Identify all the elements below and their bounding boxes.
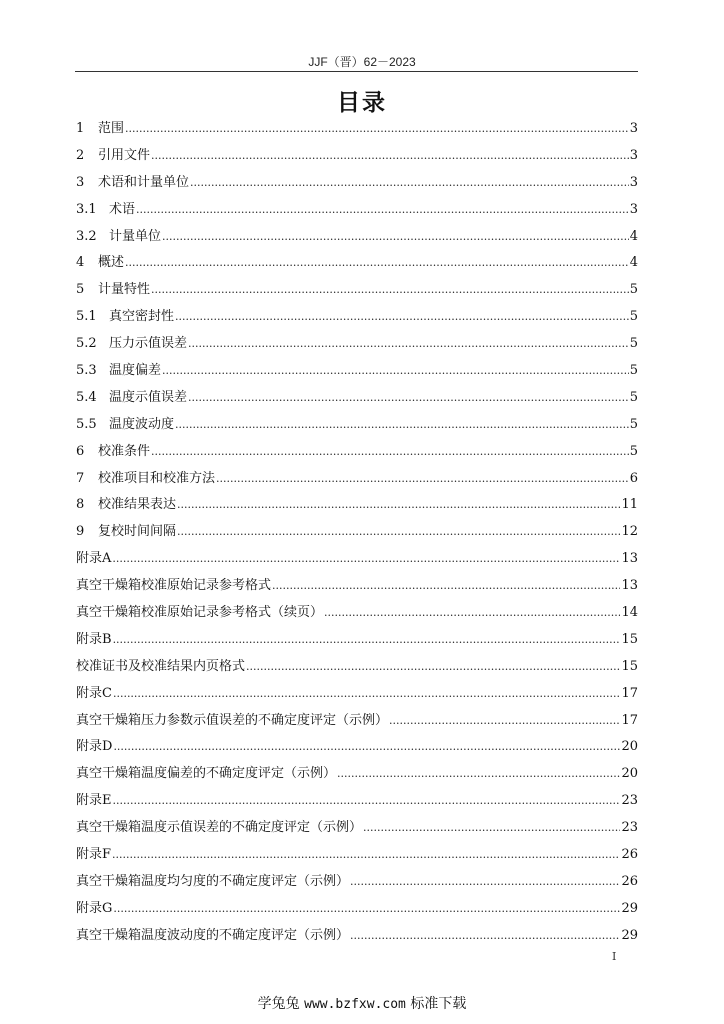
toc-entry-label: 校准证书及校准结果内页格式 xyxy=(76,658,246,674)
toc-entry-page: 15 xyxy=(621,631,638,647)
toc-entry-label: 范围 xyxy=(98,121,125,136)
toc-entry-page: 5 xyxy=(629,443,638,459)
toc-leader-dots xyxy=(151,143,629,170)
toc-entry[interactable] xyxy=(76,304,638,331)
footer xyxy=(0,993,724,1013)
toc-leader-dots xyxy=(324,600,620,627)
toc-entry-page: 5 xyxy=(629,282,638,298)
toc-entry-page: 5 xyxy=(629,336,638,352)
toc-entry[interactable] xyxy=(76,116,638,143)
toc-leader-dots xyxy=(272,573,620,600)
toc-entry-label: 附录B xyxy=(76,631,112,647)
toc-entry-number: 3.2 xyxy=(76,228,97,244)
toc-entry-label: 真空密封性 xyxy=(109,309,175,325)
toc-entry-page: 29 xyxy=(621,900,638,916)
toc-entry-number: 6 xyxy=(76,443,85,459)
document-code-header: JJF（晋）62－2023 xyxy=(308,55,416,69)
toc-entry[interactable] xyxy=(76,708,638,735)
toc-entry-page: 11 xyxy=(621,497,638,513)
toc-leader-dots xyxy=(350,923,620,950)
toc-leader-dots xyxy=(112,546,620,573)
toc-entry-number: 9 xyxy=(76,524,85,540)
toc-entry[interactable] xyxy=(76,358,638,385)
toc-leader-dots xyxy=(162,358,629,385)
toc-entry-page: 4 xyxy=(629,228,638,244)
toc-entry-number: 8 xyxy=(76,497,85,513)
toc-entry-label: 真空干燥箱校准原始记录参考格式 xyxy=(76,578,272,594)
footer-tagline: 标准下载 xyxy=(410,996,467,1012)
toc-entry-number: 4 xyxy=(76,255,85,271)
toc-entry[interactable] xyxy=(76,600,638,627)
toc-entry-label: 真空干燥箱温度偏差的不确定度评定（示例） xyxy=(76,766,337,782)
toc-entry-number: 5.4 xyxy=(76,389,97,405)
toc-entry-label: 校准项目和校准方法 xyxy=(98,470,216,486)
toc-entry-page: 26 xyxy=(621,873,638,889)
toc-entry[interactable] xyxy=(76,170,638,197)
toc-entry-page: 12 xyxy=(621,524,638,540)
toc-entry[interactable] xyxy=(76,466,638,493)
toc-entry[interactable] xyxy=(76,492,638,519)
toc-entry-page: 23 xyxy=(621,820,638,836)
toc-entry-page: 3 xyxy=(629,174,638,190)
toc-leader-dots xyxy=(246,654,620,681)
toc-entry-label: 校准结果表达 xyxy=(98,497,177,513)
toc-leader-dots xyxy=(188,331,629,358)
toc-entry-number: 3.1 xyxy=(76,201,97,217)
toc-entry-label: 计量单位 xyxy=(109,228,162,244)
toc-entry[interactable] xyxy=(76,842,638,869)
toc-entry[interactable] xyxy=(76,896,638,923)
toc-entry[interactable] xyxy=(76,681,638,708)
toc-entry-number: 5.3 xyxy=(76,363,97,379)
toc-entry-label: 附录G xyxy=(76,900,113,916)
toc-entry[interactable] xyxy=(76,277,638,304)
toc-entry-label: 附录A xyxy=(76,551,112,567)
page-title: 目录 xyxy=(337,90,387,116)
toc-entry-label: 校准条件 xyxy=(98,443,151,459)
toc-leader-dots xyxy=(337,761,620,788)
toc-entry-label: 复校时间间隔 xyxy=(98,524,177,540)
toc-entry[interactable] xyxy=(76,761,638,788)
toc-entry-page: 5 xyxy=(629,416,638,432)
toc-entry-page: 3 xyxy=(629,147,638,163)
toc-entry-number: 5.1 xyxy=(76,309,97,325)
toc-leader-dots xyxy=(177,492,620,519)
toc-leader-dots xyxy=(162,224,629,251)
toc-entry-page: 14 xyxy=(621,605,638,621)
toc-entry-page: 13 xyxy=(621,551,638,567)
toc-leader-dots xyxy=(389,708,620,735)
toc-entry-label: 术语和计量单位 xyxy=(98,174,190,190)
toc-entry-label: 温度偏差 xyxy=(109,363,162,379)
toc-entry[interactable] xyxy=(76,788,638,815)
toc-entry-number: 7 xyxy=(76,470,85,486)
toc-entry[interactable] xyxy=(76,331,638,358)
toc-entry[interactable] xyxy=(76,250,638,277)
toc-leader-dots xyxy=(188,385,629,412)
toc-entry-label: 真空干燥箱压力参数示值误差的不确定度评定（示例） xyxy=(76,712,389,728)
toc-leader-dots xyxy=(113,788,621,815)
toc-entry-label: 附录E xyxy=(76,793,112,809)
toc-entry[interactable] xyxy=(76,197,638,224)
toc-entry-number: 5.2 xyxy=(76,336,97,352)
toc-entry-label: 温度示值误差 xyxy=(109,389,188,405)
toc-leader-dots xyxy=(112,842,620,869)
toc-entry-label: 温度波动度 xyxy=(109,416,175,432)
toc-leader-dots xyxy=(113,734,620,761)
toc-entry-label: 真空干燥箱温度示值误差的不确定度评定（示例） xyxy=(76,820,363,836)
toc-entry[interactable] xyxy=(76,573,638,600)
toc-leader-dots xyxy=(125,116,629,143)
toc-entry-page: 20 xyxy=(621,739,638,755)
toc-entry-number: 2 xyxy=(76,147,85,163)
toc-entry-label: 计量特性 xyxy=(98,282,151,298)
toc-leader-dots xyxy=(175,304,629,331)
toc-entry-page: 6 xyxy=(629,470,638,486)
header-rule xyxy=(75,71,638,72)
toc-entry-page: 17 xyxy=(621,685,638,701)
toc-entry-label: 术语 xyxy=(109,201,136,217)
toc-entry[interactable] xyxy=(76,923,638,950)
toc-entry-page: 5 xyxy=(629,389,638,405)
toc-entry-label: 附录F xyxy=(76,847,112,863)
toc-entry-label: 真空干燥箱校准原始记录参考格式（续页） xyxy=(76,605,324,621)
toc-leader-dots xyxy=(175,412,629,439)
toc-leader-dots xyxy=(216,466,629,493)
toc-entry[interactable] xyxy=(76,654,638,681)
toc-entry-page: 29 xyxy=(621,927,638,943)
toc-entry-label: 引用文件 xyxy=(98,147,151,163)
toc-leader-dots xyxy=(125,250,629,277)
toc-leader-dots xyxy=(190,170,629,197)
toc-leader-dots xyxy=(113,627,621,654)
toc-entry-page: 15 xyxy=(621,658,638,674)
toc-entry-label: 压力示值误差 xyxy=(109,336,188,352)
toc-entry-label: 概述 xyxy=(98,255,125,271)
toc-entry[interactable] xyxy=(76,439,638,466)
table-of-contents xyxy=(76,116,638,950)
toc-leader-dots xyxy=(113,896,620,923)
toc-entry[interactable] xyxy=(76,224,638,251)
toc-leader-dots xyxy=(151,439,629,466)
footer-url[interactable]: www.bzfxw.com xyxy=(304,997,406,1012)
toc-entry-page: 5 xyxy=(629,309,638,325)
toc-entry-page: 20 xyxy=(621,766,638,782)
toc-entry-page: 3 xyxy=(629,121,638,136)
toc-entry-number: 5 xyxy=(76,282,85,298)
toc-entry-number: 5.5 xyxy=(76,416,97,432)
toc-leader-dots xyxy=(363,815,620,842)
toc-entry-label: 真空干燥箱温度波动度的不确定度评定（示例） xyxy=(76,927,350,943)
toc-entry-number: 3 xyxy=(76,174,85,190)
toc-entry-page: 5 xyxy=(629,363,638,379)
toc-entry-label: 附录C xyxy=(76,685,112,701)
toc-entry[interactable] xyxy=(76,734,638,761)
page-number: I xyxy=(612,950,617,963)
toc-entry[interactable] xyxy=(76,385,638,412)
toc-entry-label: 真空干燥箱温度均匀度的不确定度评定（示例） xyxy=(76,873,350,889)
toc-entry[interactable] xyxy=(76,627,638,654)
toc-entry-label: 附录D xyxy=(76,739,113,755)
toc-entry[interactable] xyxy=(76,143,638,170)
toc-entry-page: 3 xyxy=(629,201,638,217)
toc-leader-dots xyxy=(151,277,629,304)
toc-entry-page: 26 xyxy=(621,847,638,863)
toc-entry[interactable] xyxy=(76,869,638,896)
toc-entry[interactable] xyxy=(76,546,638,573)
footer-site-name: 学兔兔 xyxy=(257,996,300,1012)
toc-entry[interactable] xyxy=(76,815,638,842)
toc-leader-dots xyxy=(136,197,629,224)
toc-entry[interactable] xyxy=(76,519,638,546)
toc-leader-dots xyxy=(177,519,620,546)
toc-entry[interactable] xyxy=(76,412,638,439)
toc-entry-page: 23 xyxy=(621,793,638,809)
toc-leader-dots xyxy=(350,869,620,896)
toc-entry-page: 4 xyxy=(629,255,638,271)
toc-leader-dots xyxy=(113,681,621,708)
toc-entry-page: 17 xyxy=(621,712,638,728)
toc-entry-number: 1 xyxy=(76,121,85,136)
toc-entry-page: 13 xyxy=(621,578,638,594)
